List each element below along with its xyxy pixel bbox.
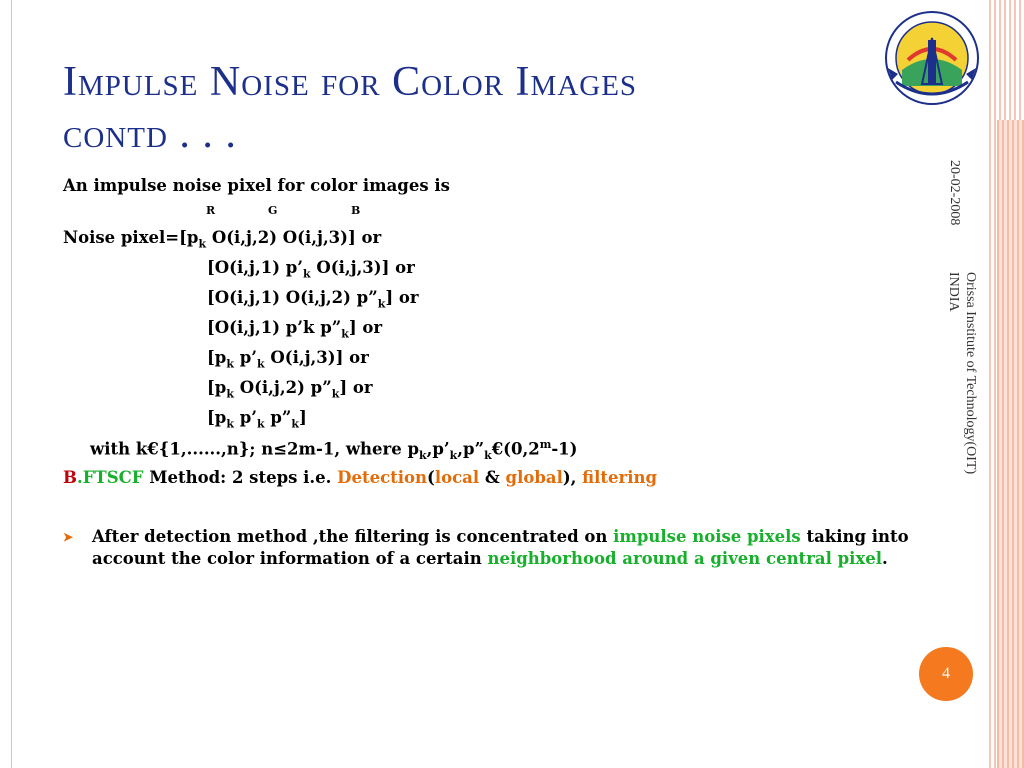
method-line: B.FTSCF Method: 2 steps i.e. Detection(local & global), filtering (63, 468, 658, 487)
noise-row-3: [O(i,j,1) O(i,j,2) $p”_k$] or (207, 288, 419, 311)
slide-title-line1: Impulse Noise for Color Images (63, 59, 638, 105)
detection-term: Detection (337, 468, 428, 487)
rgb-label-r: R (206, 204, 216, 217)
bullet-item (63, 526, 933, 570)
local-term: local (434, 468, 480, 487)
noise-row-2: [O(i,j,1) $p’_k$ O(i,j,3)] or (207, 258, 415, 281)
global-term: global (505, 468, 563, 487)
highlight-neighborhood: neighborhood around a given central pixel (487, 549, 882, 568)
left-border-line (11, 0, 12, 768)
slide-title (63, 56, 843, 160)
noise-row-6: [$p_k$ O(i,j,2) $p”_k$] or (207, 378, 373, 401)
noise-row-5: [$p_k$ $p’_k$ O(i,j,3)] or (207, 348, 369, 371)
noise-row-4: [O(i,j,1) p’k $p”_k$] or (207, 318, 383, 341)
institute-logo (882, 8, 982, 108)
noise-row-7: [$p_k$ $p’_k$ $p”_k$] (207, 408, 307, 431)
page-number-badge: 4 (919, 647, 973, 701)
arrow-bullet-icon: ➤ (63, 530, 74, 544)
right-decorative-panel (997, 120, 1024, 768)
filtering-term: filtering (582, 468, 658, 487)
slide-title-line2: contd . . . (63, 111, 237, 157)
intro-text: An impulse noise pixel for color images is (63, 176, 450, 195)
bullet-text: After detection method ,the filtering is concentrated on impulse noise pixels taking into account the color information of a certain neighborhood around a given central pixel. (92, 527, 909, 568)
method-name: .FTSCF (76, 468, 144, 487)
highlight-impulse-noise-pixels: impulse noise pixels (613, 527, 801, 546)
method-letter: B (63, 468, 77, 487)
rgb-label-g: G (268, 204, 278, 217)
institute-name: Orissa Institute of Technology(OIT) (963, 272, 978, 475)
noise-row-1: Noise $pixel=[p_k$ O(i,j,2) O(i,j,3)] or (63, 228, 382, 251)
institute-country: INDIA (946, 272, 961, 312)
date-label: 20-02-2008 (947, 160, 962, 226)
condition-line: with k€{1,......,n}; n≤2m-1, where $p_k,p’_k,p”_k€(0,2^m-1)$ (90, 438, 578, 462)
rgb-label-b: B (351, 204, 361, 217)
institute-label (939, 272, 979, 474)
